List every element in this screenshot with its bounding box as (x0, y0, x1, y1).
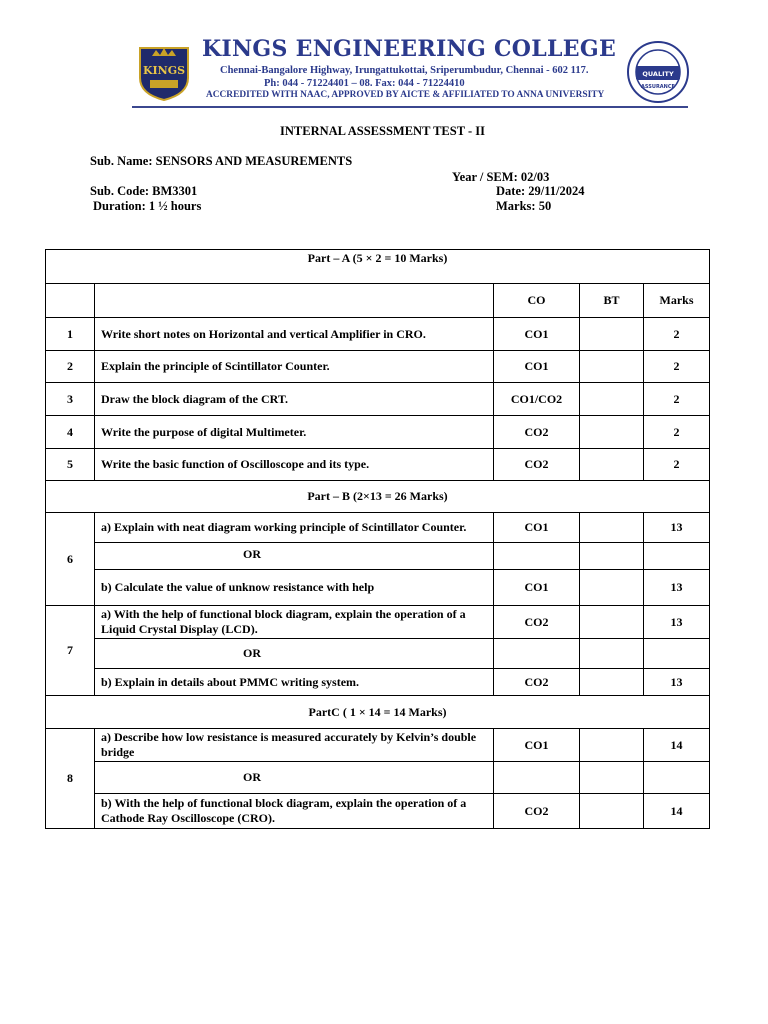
question-marks: 13 (644, 606, 710, 639)
question-marks: 2 (644, 318, 710, 351)
part-a-header-row (46, 250, 710, 284)
table-row (46, 729, 710, 762)
question-co: CO1 (494, 513, 580, 543)
table-row (46, 318, 710, 351)
or-blank-bt (580, 543, 644, 570)
table-row (46, 669, 710, 696)
question-text: Write the basic function of Oscilloscope and its type. (95, 449, 494, 481)
question-text: Draw the block diagram of the CRT. (95, 383, 494, 416)
part-b-header-row (46, 481, 710, 513)
college-name: KINGS ENGINEERING COLLEGE (202, 36, 617, 62)
table-row (46, 606, 710, 639)
question-number: 5 (46, 449, 95, 481)
part-a-heading: Part – A (5 × 2 = 10 Marks) (46, 250, 710, 284)
question-co: CO2 (494, 669, 580, 696)
or-blank-marks (644, 543, 710, 570)
question-bt (580, 570, 644, 606)
question-number: 3 (46, 383, 95, 416)
or-row (46, 762, 710, 794)
question-co: CO1 (494, 570, 580, 606)
question-marks: 14 (644, 794, 710, 829)
question-text: b) Explain in details about PMMC writing system. (95, 669, 494, 696)
table-row (46, 570, 710, 606)
part-c-header-row (46, 696, 710, 729)
table-row (46, 383, 710, 416)
table-row (46, 449, 710, 481)
or-blank-co (494, 639, 580, 669)
question-bt (580, 416, 644, 449)
or-blank-bt (580, 639, 644, 669)
accreditation-line: ACCREDITED WITH NAAC, APPROVED BY AICTE & AFFILIATED TO ANNA UNIVERSITY (206, 90, 605, 100)
question-table (45, 249, 710, 829)
question-co: CO2 (494, 606, 580, 639)
question-number: 8 (46, 729, 95, 829)
question-number: 2 (46, 351, 95, 383)
part-b-heading: Part – B (2×13 = 26 Marks) (46, 481, 710, 513)
question-text: a) With the help of functional block diagram, explain the operation of a Liquid Crystal Display (LCD). (95, 606, 494, 639)
question-marks: 14 (644, 729, 710, 762)
or-label: OR (95, 543, 494, 570)
question-co: CO2 (494, 449, 580, 481)
question-co: CO2 (494, 794, 580, 829)
question-text: Write the purpose of digital Multimeter. (95, 416, 494, 449)
question-co: CO2 (494, 416, 580, 449)
header-blank-no (46, 284, 95, 318)
college-phone: Ph: 044 - 71224401 – 08. Fax: 044 - 71224410 (264, 78, 465, 89)
subject-name: Sub. Name: SENSORS AND MEASUREMENTS (90, 154, 353, 168)
table-row (46, 794, 710, 829)
question-bt (580, 318, 644, 351)
or-blank-co (494, 762, 580, 794)
or-label: OR (95, 762, 494, 794)
table-row (46, 416, 710, 449)
question-text: Write short notes on Horizontal and vertical Amplifier in CRO. (95, 318, 494, 351)
svg-text:KINGS: KINGS (142, 64, 186, 77)
question-number: 1 (46, 318, 95, 351)
quality-assurance-seal (626, 40, 690, 104)
question-number: 6 (46, 513, 95, 606)
or-row (46, 639, 710, 669)
or-blank-co (494, 543, 580, 570)
question-bt (580, 449, 644, 481)
question-bt (580, 669, 644, 696)
question-marks: 2 (644, 383, 710, 416)
question-marks: 2 (644, 416, 710, 449)
question-co: CO1 (494, 729, 580, 762)
svg-text:ASSURANCE: ASSURANCE (641, 84, 675, 90)
question-co: CO1/CO2 (494, 383, 580, 416)
exam-date: Date: 29/11/2024 (496, 184, 585, 198)
question-marks: 2 (644, 351, 710, 383)
header-marks: Marks (644, 284, 710, 318)
header-bt: BT (580, 284, 644, 318)
column-header-row (46, 284, 710, 318)
question-marks: 2 (644, 449, 710, 481)
part-c-heading: PartC ( 1 × 14 = 14 Marks) (46, 696, 710, 729)
question-text: a) Describe how low resistance is measured accurately by Kelvin’s double bridge (95, 729, 494, 762)
letterhead (132, 38, 692, 110)
question-marks: 13 (644, 570, 710, 606)
or-blank-marks (644, 762, 710, 794)
exam-duration: Duration: 1 ½ hours (93, 199, 202, 213)
question-bt (580, 383, 644, 416)
header-rule (132, 106, 688, 108)
or-blank-marks (644, 639, 710, 669)
or-row (46, 543, 710, 570)
college-address: Chennai-Bangalore Highway, Irungattukottai, Sriperumbudur, Chennai - 602 117. (220, 65, 589, 76)
question-co: CO1 (494, 351, 580, 383)
question-bt (580, 513, 644, 543)
year-sem: Year / SEM: 02/03 (452, 170, 550, 184)
question-number: 4 (46, 416, 95, 449)
question-bt (580, 351, 644, 383)
question-text: a) Explain with neat diagram working principle of Scintillator Counter. (95, 513, 494, 543)
question-bt (580, 729, 644, 762)
question-marks: 13 (644, 669, 710, 696)
header-blank-question (95, 284, 494, 318)
or-label: OR (95, 639, 494, 669)
question-bt (580, 606, 644, 639)
total-marks: Marks: 50 (496, 199, 552, 213)
table-row (46, 351, 710, 383)
subject-code: Sub. Code: BM3301 (90, 184, 198, 198)
question-text: Explain the principle of Scintillator Counter. (95, 351, 494, 383)
question-co: CO1 (494, 318, 580, 351)
question-number: 7 (46, 606, 95, 696)
svg-text:QUALITY: QUALITY (642, 70, 674, 78)
exam-title: INTERNAL ASSESSMENT TEST - II (280, 124, 485, 138)
question-text: b) With the help of functional block diagram, explain the operation of a Cathode Ray Oscilloscope (CRO). (95, 794, 494, 829)
header-co: CO (494, 284, 580, 318)
table-row (46, 513, 710, 543)
question-marks: 13 (644, 513, 710, 543)
question-bt (580, 794, 644, 829)
or-blank-bt (580, 762, 644, 794)
question-text: b) Calculate the value of unknow resistance with help (95, 570, 494, 606)
college-logo (136, 42, 192, 102)
